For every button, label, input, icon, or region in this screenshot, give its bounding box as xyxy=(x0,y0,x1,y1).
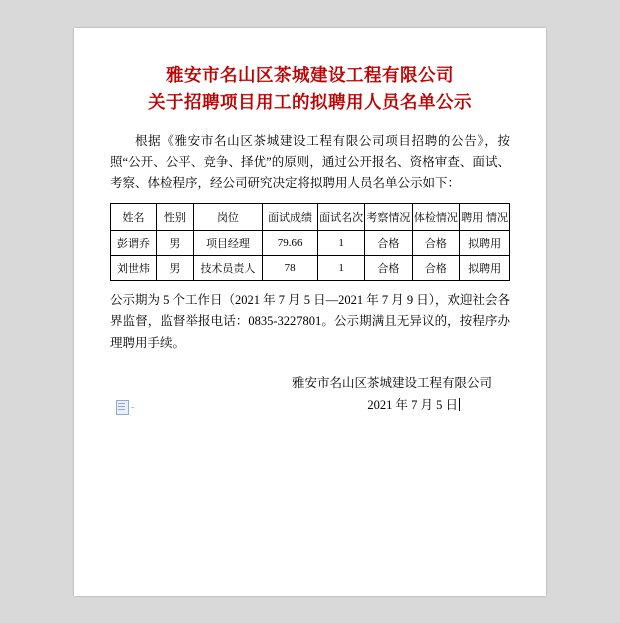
table-row xyxy=(111,256,510,281)
cell-name: 刘世炜 xyxy=(111,256,157,281)
cell-name: 彭谓乔 xyxy=(111,231,157,256)
paragraph-intro: 根据《雅安市名山区茶城建设工程有限公司项目招聘的公告》，按照“公开、公平、竞争、择优”的原则，通过公开报名、资格审查、面试、考察、体检程序，经公司研究决定将拟聘用人员名单公示如下： xyxy=(110,134,510,190)
header-rank: 面试名次 xyxy=(318,204,365,231)
cell-rank: 1 xyxy=(318,256,365,281)
header-physical: 体检情况 xyxy=(412,204,460,231)
cell-physical: 合格 xyxy=(412,256,460,281)
title-line-2: 关于招聘项目用工的拟聘用人员名单公示 xyxy=(148,92,472,113)
cell-score: 78 xyxy=(263,256,318,281)
cell-gender: 男 xyxy=(156,231,193,256)
document-mark-icon[interactable] xyxy=(116,400,129,415)
cell-hiring: 拟聘用 xyxy=(460,231,510,256)
header-gender: 性别 xyxy=(156,204,193,231)
table-row xyxy=(111,231,510,256)
cell-score: 79.66 xyxy=(263,231,318,256)
margin-annotation[interactable] xyxy=(116,400,134,415)
header-score: 面试成绩 xyxy=(263,204,318,231)
paragraph-publicity-period: 公示期为 5 个工作日（2021 年 7 月 5 日—2021 年 7 月 9 日），欢迎社会各界监督，监督举报电话：0835-3227801。公示期满且无异议的，按程序办理聘用手续。 xyxy=(110,293,511,350)
document-title xyxy=(110,62,510,116)
header-post: 岗位 xyxy=(193,204,262,231)
document-body xyxy=(110,62,510,417)
cell-rank: 1 xyxy=(318,231,365,256)
title-line-1: 雅安市名山区茶城建设工程有限公司 xyxy=(166,65,454,85)
header-name: 姓名 xyxy=(111,204,157,231)
cell-post: 项目经理 xyxy=(193,231,262,256)
cell-physical: 合格 xyxy=(412,231,460,256)
signature-company: 雅安市名山区茶城建设工程有限公司 xyxy=(291,375,492,390)
cell-post: 技术员责人 xyxy=(193,256,262,281)
signature-block xyxy=(110,372,510,417)
document-page xyxy=(74,28,546,596)
signature-date: 2021 年 7 月 5 日 xyxy=(367,398,458,413)
header-hiring: 聘用 情况 xyxy=(460,204,510,231)
margin-dash: - xyxy=(131,402,135,413)
cell-gender: 男 xyxy=(156,256,193,281)
cell-inspection: 合格 xyxy=(365,231,413,256)
signature-date-line xyxy=(110,394,492,417)
candidate-table xyxy=(110,203,510,281)
cell-hiring: 拟聘用 xyxy=(460,256,510,281)
table-header-row xyxy=(111,204,510,231)
cell-inspection: 合格 xyxy=(365,256,413,281)
text-cursor xyxy=(459,398,460,411)
header-inspection: 考察情况 xyxy=(365,204,413,231)
